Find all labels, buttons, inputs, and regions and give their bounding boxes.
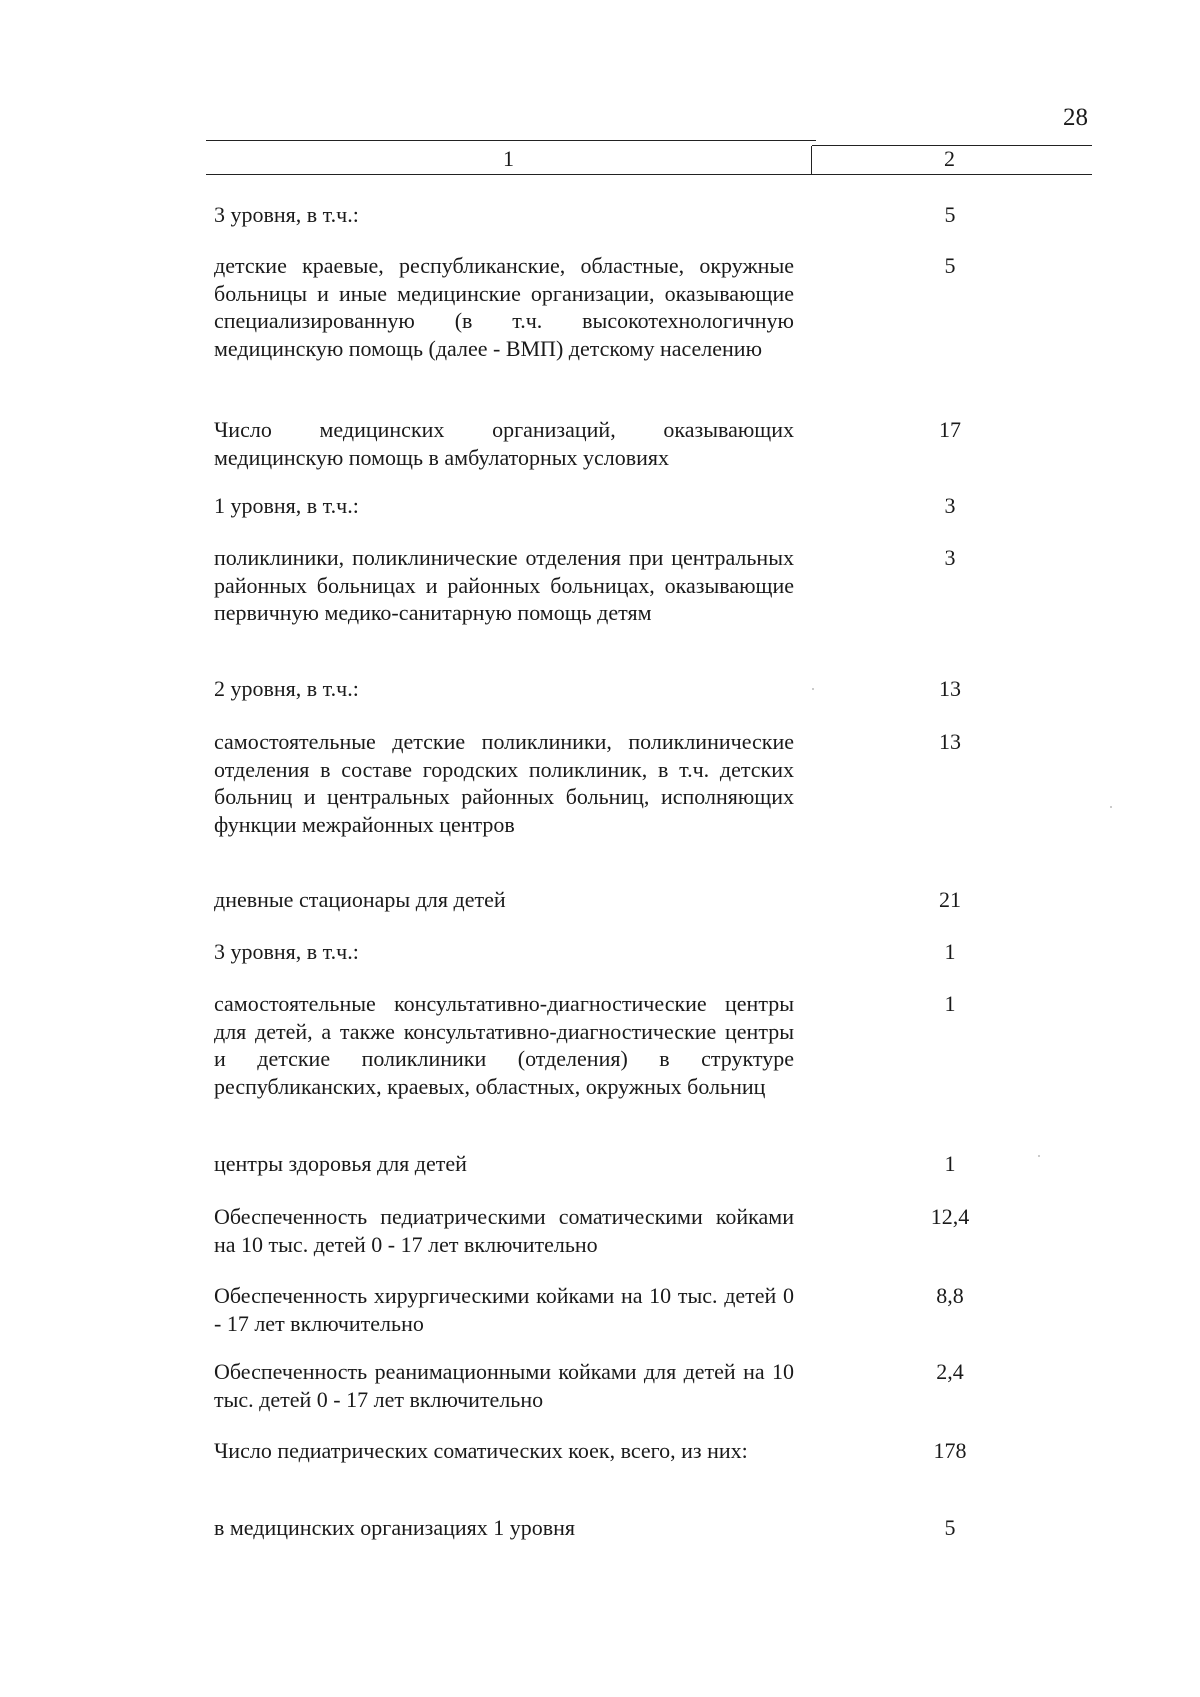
row-label: Число педиатрических соматических коек, всего, из них: <box>214 1438 748 1463</box>
table-header-bottom-rule <box>206 174 1092 175</box>
row-label: 3 уровня, в т.ч.: <box>214 202 359 227</box>
page-number: 28 <box>1063 104 1088 131</box>
row-label: поликлиники, поликлинические отделения при центральных районных больницах и районных больницах, оказывающие первичную медико-санитарную помощь детям <box>214 545 794 625</box>
row-value: 1 <box>944 991 956 1016</box>
row-value: 5 <box>944 253 956 278</box>
row-label: 3 уровня, в т.ч.: <box>214 939 359 964</box>
row-value: 3 <box>944 545 956 570</box>
row-label: детские краевые, республиканские, областные, окружные больницы и иные медицинские организации, оказывающие специализированную (в т.ч. высокотехнологичную медицинскую помощь (далее - ВМП) детскому населению <box>214 253 794 361</box>
column-header-1: 1 <box>503 146 514 171</box>
column-header-2: 2 <box>944 146 955 171</box>
row-label: дневные стационары для детей <box>214 887 506 912</box>
row-label: 1 уровня, в т.ч.: <box>214 493 359 518</box>
row-value: 178 <box>933 1438 967 1463</box>
row-value: 1 <box>944 939 956 964</box>
row-label: самостоятельные детские поликлиники, поликлинические отделения в составе городских поликлиник, в т.ч. детских больниц и центральных районных больниц, исполняющих функции межрайонных центров <box>214 729 794 837</box>
row-value: 13 <box>939 676 961 701</box>
row-label: центры здоровья для детей <box>214 1151 467 1176</box>
row-value: 13 <box>939 729 961 754</box>
row-value: 5 <box>944 202 956 227</box>
row-value: 5 <box>944 1515 956 1540</box>
row-label: Число медицинских организаций, оказывающих медицинскую помощь в амбулаторных условиях <box>214 417 794 470</box>
table-column-divider <box>811 146 812 174</box>
row-label: самостоятельные консультативно-диагностические центры для детей, а также консультативно-диагностические центры и детские поликлиники (отделения) в структуре республиканских, краевых, областных, окружных больниц <box>214 991 794 1099</box>
row-value: 2,4 <box>936 1359 964 1384</box>
table-top-rule-left <box>206 140 816 141</box>
row-value: 12,4 <box>930 1204 970 1229</box>
row-label: 2 уровня, в т.ч.: <box>214 676 359 701</box>
row-label: Обеспеченность реанимационными койками для детей на 10 тыс. детей 0 - 17 лет включительно <box>214 1359 794 1412</box>
scan-speck <box>1038 1155 1040 1157</box>
scan-speck <box>1110 806 1112 808</box>
row-value: 8,8 <box>936 1283 964 1308</box>
row-value: 21 <box>939 887 961 912</box>
scan-speck <box>812 688 814 690</box>
row-label: в медицинских организациях 1 уровня <box>214 1515 576 1540</box>
row-value: 17 <box>939 417 961 442</box>
row-value: 3 <box>944 493 956 518</box>
row-label: Обеспеченность хирургическими койками на 10 тыс. детей 0 - 17 лет включительно <box>214 1283 794 1336</box>
row-label: Обеспеченность педиатрическими соматическими койками на 10 тыс. детей 0 - 17 лет включительно <box>214 1204 794 1257</box>
row-value: 1 <box>944 1151 956 1176</box>
